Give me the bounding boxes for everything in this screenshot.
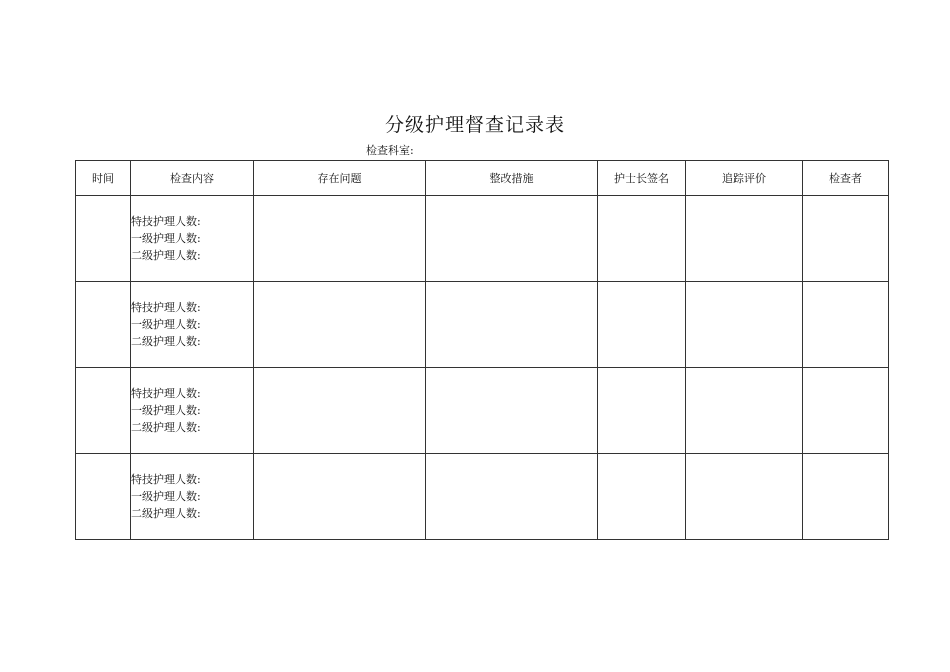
header-follow-up-evaluation: 追踪评价 xyxy=(686,161,803,196)
problems-cell[interactable] xyxy=(254,454,426,540)
header-row xyxy=(76,161,889,196)
special-care-count-label: 特技护理人数: xyxy=(131,301,201,314)
header-inspector: 检查者 xyxy=(803,161,889,196)
table-row xyxy=(76,196,889,282)
header-head-nurse-signature: 护士长签名 xyxy=(598,161,686,196)
record-table xyxy=(75,160,889,540)
check-content-cell[interactable] xyxy=(131,368,254,454)
special-care-count-label: 特技护理人数: xyxy=(131,387,201,400)
table-row xyxy=(76,454,889,540)
time-cell[interactable] xyxy=(76,454,131,540)
check-content-cell[interactable] xyxy=(131,196,254,282)
problems-cell[interactable] xyxy=(254,282,426,368)
signature-cell[interactable] xyxy=(598,282,686,368)
measures-cell[interactable] xyxy=(426,196,598,282)
measures-cell[interactable] xyxy=(426,368,598,454)
signature-cell[interactable] xyxy=(598,368,686,454)
page-title: 分级护理督查记录表 xyxy=(384,114,565,136)
measures-cell[interactable] xyxy=(426,282,598,368)
time-cell[interactable] xyxy=(76,368,131,454)
level-one-care-count-label: 一级护理人数: xyxy=(131,318,201,331)
level-one-care-count-label: 一级护理人数: xyxy=(131,232,201,245)
measures-cell[interactable] xyxy=(426,454,598,540)
table-row xyxy=(76,368,889,454)
evaluation-cell[interactable] xyxy=(686,368,803,454)
special-care-count-label: 特技护理人数: xyxy=(131,473,201,486)
signature-cell[interactable] xyxy=(598,196,686,282)
inspector-cell[interactable] xyxy=(803,196,889,282)
problems-cell[interactable] xyxy=(254,368,426,454)
level-two-care-count-label: 二级护理人数: xyxy=(131,507,201,520)
time-cell[interactable] xyxy=(76,282,131,368)
signature-cell[interactable] xyxy=(598,454,686,540)
inspector-cell[interactable] xyxy=(803,368,889,454)
header-problems: 存在问题 xyxy=(254,161,426,196)
time-cell[interactable] xyxy=(76,196,131,282)
level-two-care-count-label: 二级护理人数: xyxy=(131,421,201,434)
level-two-care-count-label: 二级护理人数: xyxy=(131,249,201,262)
department-label: 检查科室: xyxy=(366,144,414,157)
table-row xyxy=(76,282,889,368)
special-care-count-label: 特技护理人数: xyxy=(131,215,201,228)
level-one-care-count-label: 一级护理人数: xyxy=(131,404,201,417)
check-content-cell[interactable] xyxy=(131,454,254,540)
level-one-care-count-label: 一级护理人数: xyxy=(131,490,201,503)
inspector-cell[interactable] xyxy=(803,282,889,368)
problems-cell[interactable] xyxy=(254,196,426,282)
header-corrective-measures: 整改措施 xyxy=(426,161,598,196)
evaluation-cell[interactable] xyxy=(686,196,803,282)
inspector-cell[interactable] xyxy=(803,454,889,540)
header-time: 时间 xyxy=(76,161,131,196)
level-two-care-count-label: 二级护理人数: xyxy=(131,335,201,348)
header-check-content: 检查内容 xyxy=(131,161,254,196)
evaluation-cell[interactable] xyxy=(686,454,803,540)
evaluation-cell[interactable] xyxy=(686,282,803,368)
check-content-cell[interactable] xyxy=(131,282,254,368)
